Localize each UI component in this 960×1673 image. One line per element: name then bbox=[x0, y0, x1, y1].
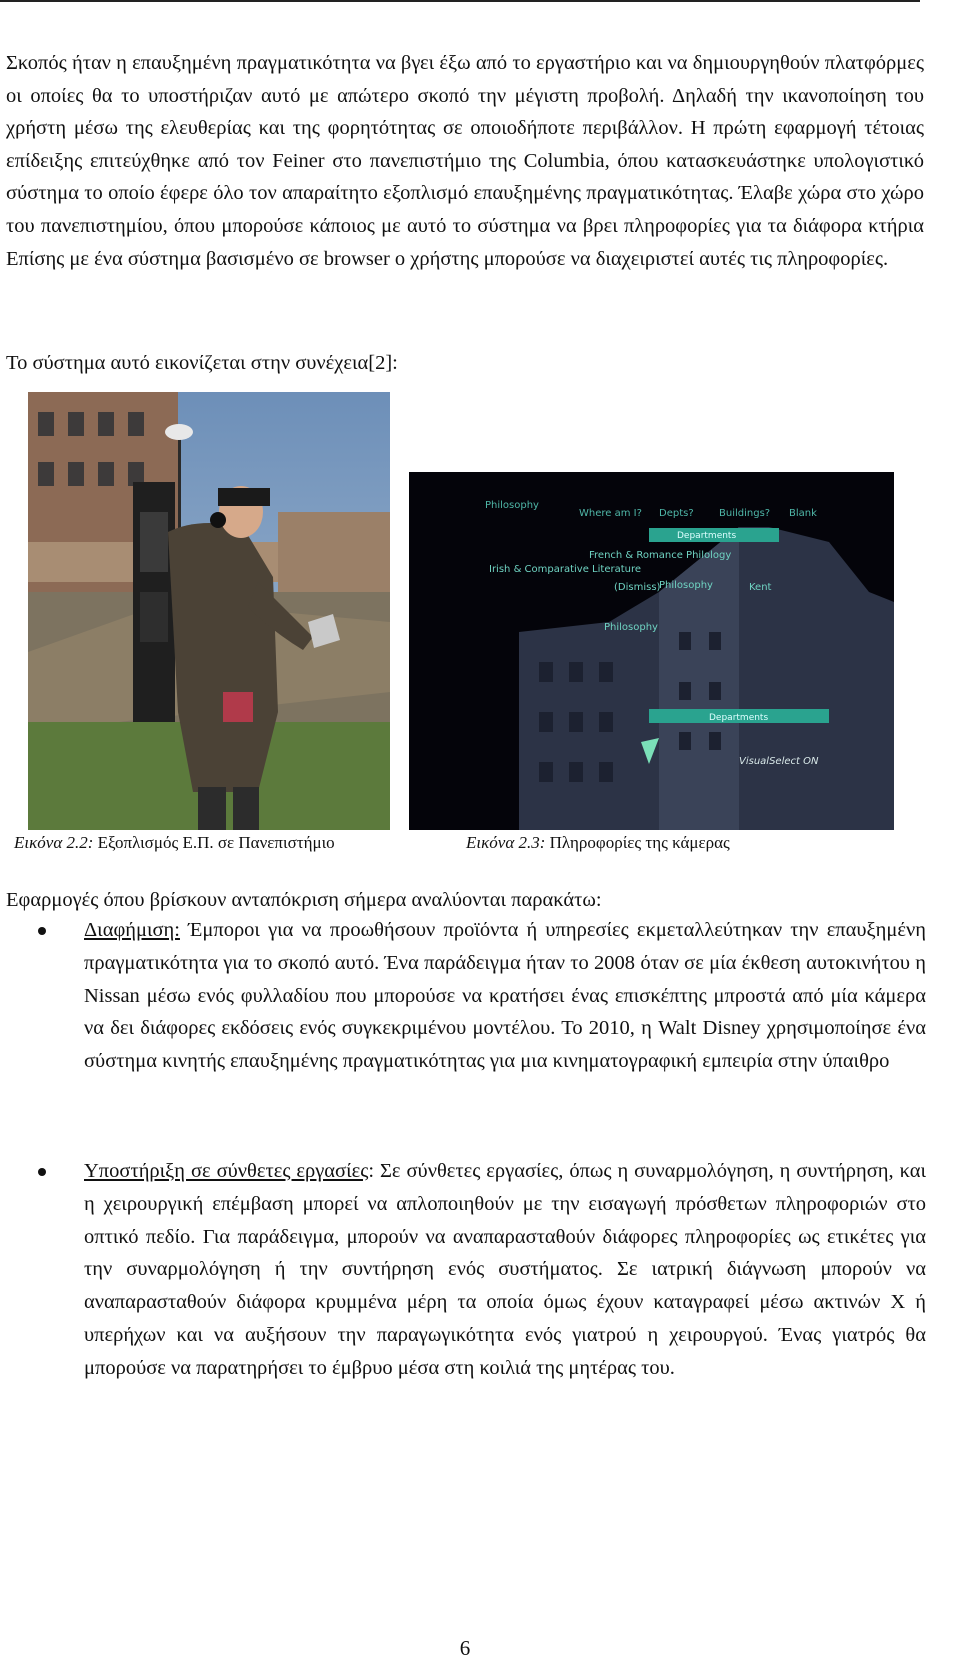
caption-label-2-2: Εικόνα 2.2: bbox=[14, 833, 94, 852]
ar-label-philosophy-1: Philosophy bbox=[659, 580, 713, 591]
ar-menu-depts: Depts? bbox=[659, 508, 694, 519]
bullet-icon bbox=[38, 927, 46, 935]
caption-figure-2-2 bbox=[14, 833, 335, 853]
applications-intro: Εφαρμογές όπου βρίσκουν ανταπόκριση σήμερα αναλύονται παρακάτω: bbox=[6, 889, 602, 911]
ar-menu-blank: Blank bbox=[789, 508, 817, 519]
ar-label-dismiss: (Dismiss) bbox=[614, 582, 661, 593]
ar-label-departments-top: Departments bbox=[677, 531, 737, 541]
bullet-title: Διαφήμιση: bbox=[84, 919, 180, 941]
ar-label-departments-bottom: Departments bbox=[709, 713, 769, 723]
bullet-body: Έμποροι για να προωθήσουν προϊόντα ή υπηρεσίες εκμεταλλεύτηκαν την επαυξημένη πραγματικότητα για το σκοπό αυτό. Ένα παράδειγμα ήταν το 2008 όταν σε μία έκθεση αυτοκινήτου η Nissan μέσω ενός φυλλαδίου που μπορούσε να κρατήσει ένας επισκέπτης μπροστά από μία κάμερα να δει διάφορες εκδόσεις ενός συγκεκριμένου μοντέλου. Το 2010, η Walt Disney χρησιμοποίησε ένα σύστημα κινητής επαυξημένης πραγματικότητας για μια κινηματογραφική εμπειρία στην ύπαιθρο bbox=[84, 919, 926, 1073]
bullet-paragraph bbox=[84, 1155, 926, 1385]
bullet-paragraph bbox=[84, 914, 926, 1078]
system-intro-text: Το σύστημα αυτό εικονίζεται στην συνέχεια[2]: bbox=[6, 352, 398, 374]
page-number: 6 bbox=[459, 1636, 471, 1660]
ar-label-philosophy-small: Philosophy bbox=[485, 500, 539, 511]
ar-menu-buildings: Buildings? bbox=[719, 508, 771, 519]
figure-camera-view bbox=[409, 472, 894, 830]
caption-figure-2-3 bbox=[466, 833, 730, 853]
figure-equipment-photo bbox=[28, 392, 390, 830]
caption-label-2-3: Εικόνα 2.3: bbox=[466, 833, 546, 852]
ar-label-literature: Irish & Comparative Literature bbox=[489, 564, 642, 575]
bullet-icon bbox=[38, 1168, 46, 1176]
caption-text-2-3: Πληροφορίες της κάμερας bbox=[545, 833, 730, 852]
ar-label-visual-select: VisualSelect ON bbox=[739, 756, 819, 767]
ar-menu-where: Where am I? bbox=[579, 508, 642, 519]
intro-paragraph: Σκοπός ήταν η επαυξημένη πραγματικότητα να βγει έξω από το εργαστήριο και να δημιουργηθούν πλατφόρμες οι οποίες θα το υποστήριζαν αυτό με απώτερο σκοπό την μέγιστη προβολή. Δηλαδή την ικανοποίηση του χρήστη μέσω της ελευθερίας και της φορητότητας σε οποιοδήποτε περιβάλλον. Η πρώτη εφαρμογή τέτοιας επίδειξης επιτεύχθηκε από τον Feiner στο πανεπιστήμιο της Columbia, όπου κατασκευάστηκε υπολογιστικό σύστημα το οποίο έφερε όλο τον απαραίτητο εξοπλισμό επαυξημένης πραγματικότητας. Έλαβε χώρα στο χώρο του πανεπιστημίου, όπου μπορούσε κάποιος με αυτό το σύστημα να βρει πληροφορίες για τα διάφορα κτήρια Επίσης με ένα σύστημα βασισμένο σε browser ο χρήστης μπορούσε να διαχειριστεί αυτές τις πληροφορίες. bbox=[6, 52, 924, 270]
bullet-title: Υποστήριξη σε σύνθετες εργασίες bbox=[84, 1160, 369, 1182]
header-rule bbox=[0, 0, 920, 2]
ar-label-philosophy-2: Philosophy bbox=[604, 622, 658, 633]
bullet-body: : Σε σύνθετες εργασίες, όπως η συναρμολόγηση, η συντήρηση, και η χειρουργική επέμβαση μπορεί να απλοποιηθούν με την εισαγωγή πρόσθετων πληροφοριών στο οπτικό πεδίο. Για παράδειγμα, μπορούν να αναπαρασταθούν διάφορες πληροφορίες ως ετικέτες για την συναρμολόγηση ή την συντήρηση ενός συστήματος. Σε ιατρική διάγνωση μπορούν να αναπαρασταθούν διάφορα κρυμμένα μέρη τα οποία όμως έχουν καταγραφεί μέσω ακτινών Χ ή υπερήχων και να αυξήσουν την παραγωγικότητα ενός γιατρού η χειρουργού. Ένας γιατρός θα μπορούσε να παρατηρήσει το έμβρυο μέσα στη κοιλιά της μητέρας του. bbox=[84, 1160, 926, 1379]
ar-label-romance: French & Romance Philology bbox=[589, 550, 732, 561]
caption-text-2-2: Εξοπλισμός Ε.Π. σε Πανεπιστήμιο bbox=[93, 833, 335, 852]
ar-label-kent: Kent bbox=[749, 582, 772, 593]
